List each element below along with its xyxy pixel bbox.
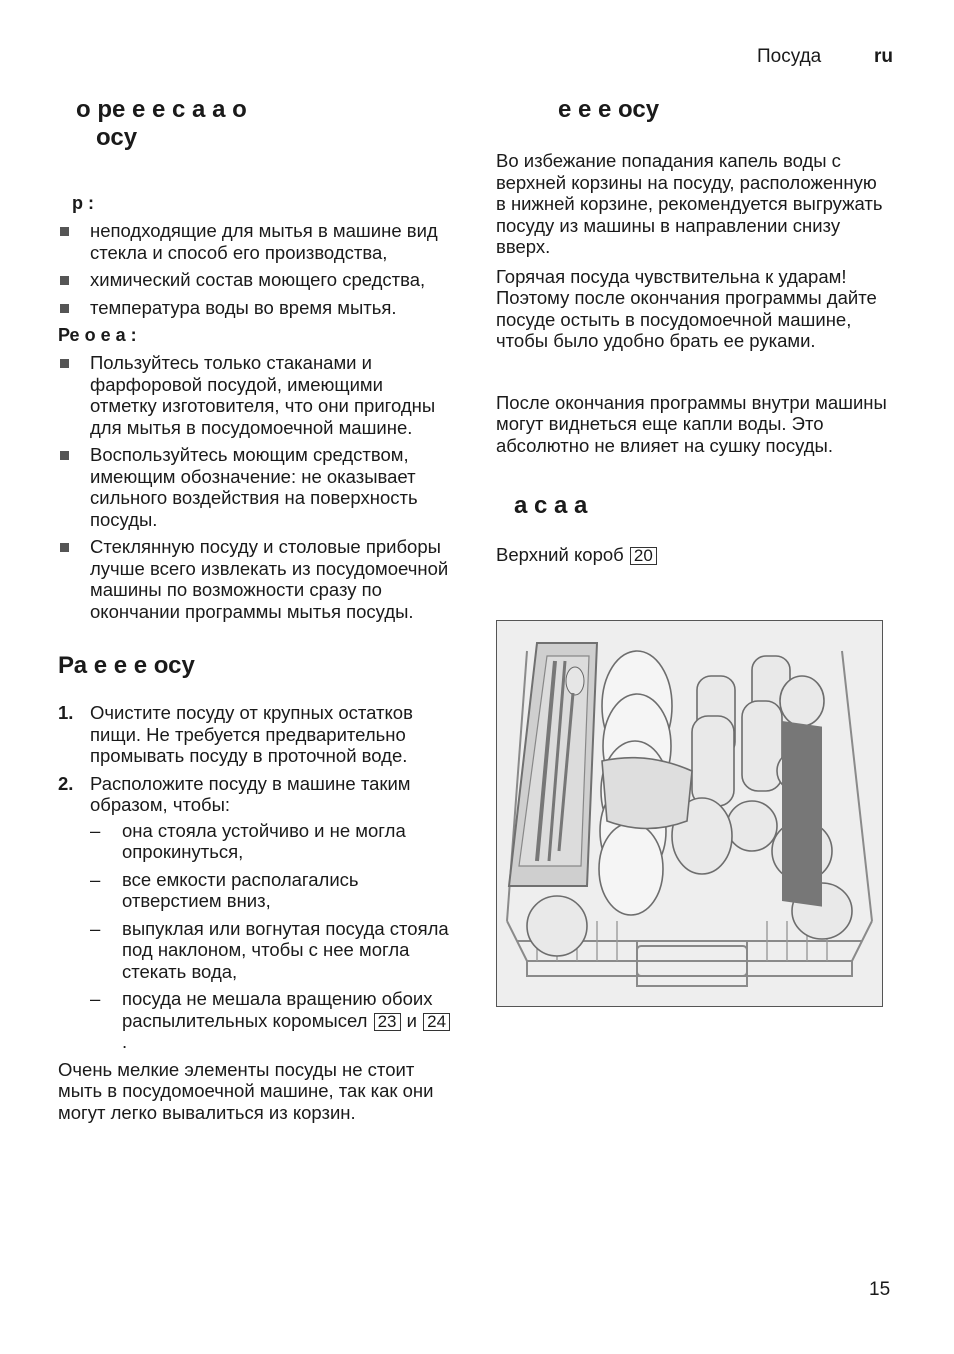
figure-caption: Верхний короб 20: [496, 544, 891, 566]
step-item: 2. Расположите посуду в машине таким образом, чтобы: – она стояла устойчиво и не могла опрокинуться, – все емкости располагались отверстием вниз, – выпуклая или вогнутая посуда стояла под наклоном, чтобы с нее могла стекать вода, – посуда не мешала вращению обоих распылительных коромысел 23 и 24.: [58, 773, 453, 1053]
small-items-note: Очень мелкие элементы посуды не стоит мыть в посудомоечной машине, так как они могут легко вывалиться из корзин.: [58, 1058, 434, 1123]
square-bullet-icon: [60, 359, 69, 368]
left-column: [58, 96, 453, 1123]
section-title-line1: о ре е е с а а о: [76, 96, 247, 123]
upper-basket-illustration: [496, 620, 883, 1007]
placement-conditions: [90, 820, 453, 1053]
header-section-title: Посуда: [757, 46, 822, 67]
square-bullet-icon: [60, 543, 69, 552]
reasons-list: [58, 220, 453, 318]
list-item: Воспользуйтесь моющим средством, имеющим обозначение: не оказывает сильного воздействия на поверхность посуды.: [58, 444, 453, 530]
square-bullet-icon: [60, 227, 69, 236]
unloading-paragraph-1: Во избежание попадания капель воды с верхней корзины на посуду, расположенную в нижней корзине, рекомендуется выгружать посуду из машины в направлении снизу вверх.: [496, 150, 883, 257]
list-item: – она стояла устойчиво и не могла опрокинуться,: [90, 819, 406, 862]
square-bullet-icon: [60, 451, 69, 460]
page-number: 15: [869, 1279, 891, 1300]
list-item: – посуда не мешала вращению обоих распылительных коромысел 23 и 24.: [90, 988, 453, 1053]
section-title-unloading: е е е осу: [558, 96, 660, 123]
square-bullet-icon: [60, 304, 69, 313]
list-item: Стеклянную посуду и столовые приборы лучше всего извлекать из посудомоечной машины по возможности сразу по окончании программы мытья посуды.: [58, 536, 453, 622]
loading-steps: [58, 702, 453, 1053]
header-language: ru: [874, 46, 893, 67]
upper-basket-drawing: [497, 621, 882, 1006]
rack-divider: [782, 721, 822, 907]
list-item: неподходящие для мытья в машине вид стекла и способ его производства,: [58, 220, 453, 263]
section-title-basket: а с а а: [514, 492, 588, 519]
section-title-loading: Ра е е е осу: [58, 652, 195, 679]
right-column: [496, 96, 891, 566]
part-reference-20: 20: [630, 547, 657, 565]
list-item: химический состав моющего средства,: [58, 269, 453, 291]
section-title-glass-damage: [76, 96, 453, 152]
list-item: – выпуклая или вогнутая посуда стояла под наклоном, чтобы с нее могла стекать вода,: [90, 917, 449, 982]
part-reference-23: 23: [374, 1013, 401, 1031]
list-item: Пользуйтесь только стаканами и фарфоровой посудой, имеющими отметку изготовителя, что они пригодны для мытья в посудомоечной машине.: [58, 352, 453, 438]
step-item: 1. Очистите посуду от крупных остатков пищи. Не требуется предварительно промывать посуду в проточной воде.: [58, 702, 413, 766]
unloading-paragraph-3: После окончания программы внутри машины могут виднеться еще капли воды. Это абсолютно не влияет на сушку посуды.: [496, 391, 887, 456]
unloading-paragraph-2: Горячая посуда чувствительна к ударам! Поэтому после окончания программы дайте посуде остыть в посудомоечной машине, чтобы было удобно брать ее руками.: [496, 265, 877, 351]
list-item: – все емкости располагались отверстием вниз,: [90, 868, 359, 911]
reasons-label: р :: [72, 193, 94, 213]
recommendations-label: Ре о е а :: [58, 325, 137, 345]
section-title-line2: осу: [96, 124, 138, 151]
list-item: температура воды во время мытья.: [58, 297, 453, 319]
square-bullet-icon: [60, 276, 69, 285]
recommendations-list: [58, 352, 453, 622]
bowl: [602, 758, 692, 829]
part-reference-24: 24: [423, 1013, 450, 1031]
